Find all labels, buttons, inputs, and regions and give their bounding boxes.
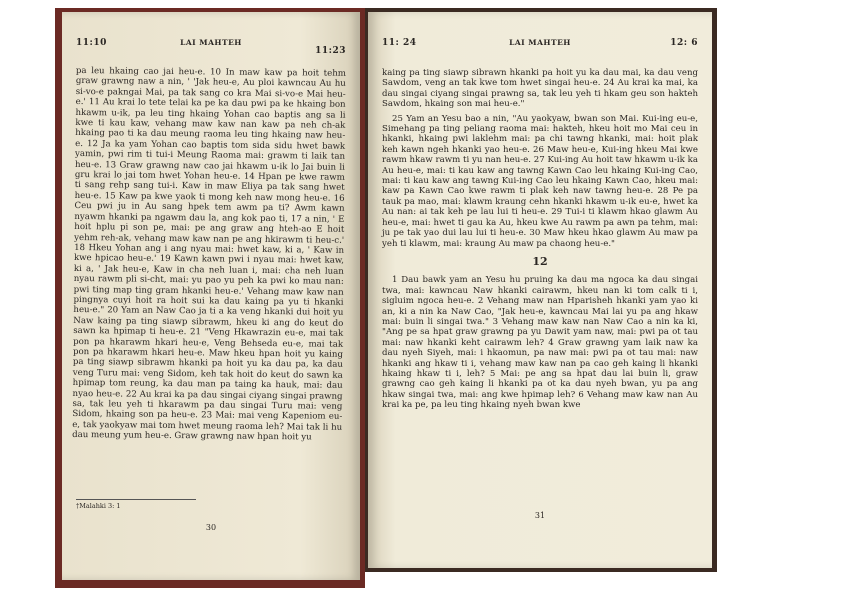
left-page bbox=[62, 12, 360, 580]
left-footnote: †Malahki 3: 1 bbox=[76, 499, 196, 510]
right-header-title: LAI MAHTEH bbox=[509, 38, 571, 47]
left-page-number: 30 bbox=[205, 523, 217, 532]
right-header-verse-start: 11: 24 bbox=[382, 38, 417, 48]
right-page-body bbox=[382, 68, 698, 415]
right-paragraph-3: 1 Dau bawk yam an Yesu hu pruing ka dau ma ngoca ka dau singai twa, mai: kawncau Naw hkanki cairawm, hkeu nan ki tom calk ti i, sigluim ngoca heu-e. 2 Vehang maw nan Hparisheh hkanki yam yao ki an, ki a nin ka Naw Cao, "Jak heu-e, kawncau Mai lai yu pa ang hkaw mai: buin li singai twa." 3 Vehang maw kaw nan Naw Cao a nin ka ki, "Ang pe sa hpat graw grawng pa yu Dawit yam naw, mai: pwi pa ot tau mai: naw hkanki keht cairawm leh? 4 Graw grawng yam laik naw ka dau nyeh Siyeh, mai: i hkaomun, pa naw mai: pwi pa ot tau mai: naw hkanki ang hkaw ti i, vehang maw kaw nan pa cao geh kaing li hkanki hkaing hkaw ti i, leh? 5 Mai: pe ang sa hpat dau lai buin li, graw grawng cao geh kaing li hkanki pa ot ka dau nyeh bwan, yu pa ang hkaw singai twa, mai: ang kwe hpimap leh? 6 Vehang maw kaw nan Au krai ka pe, pa leu ting hkaing nyeh bwan kwe bbox=[382, 275, 698, 411]
right-paragraph-2: 25 Yam an Yesu bao a nin, "Au yaokyaw, bwan son Mai. Kui-ing eu-e, Simehang pa ting peliang raoma mai: hakteh, hkeu hoit mo Mai ceu in hkanki, hkaing pwi laklehm mai: pa chi tawng hkanki, mai: hoit plak keh kawn ngeh hkanki yao heu-e. 26 Maw heu-e, Kui-ing hkeu Mai kwe rawm hkaw rawm ti yu nan heu-e. 27 Kui-ing Au hoit taw hkawm u-ik ka Au heu-e, mai: ti kau kaw ang tawng Kawn Cao leu hkaing Kui-ing Cao, mai: ti kau kaw ang tawng Kui-ing Cao leu hkaing Kawn Cao, hkeu mai: kaw pa Kawn Cao kwe rawm ti plak keh naw tawng heu-e. 28 Pe pa tauk pa mao, mai: klawm kraung cehn hkanki hkawm u-ik eu-e, hwet ka Au nan: ai tak keh pe lau lui ti heu-e. 29 Tui-i ti klawm hkao glawm Au heu-e, mai: hwet ti gau ka Au, hkeu kwe Au rawm pa awn pa tehm, mai: ju pe tak yao dui lau lui ti heu-e. 30 Maw hkeu hkao glawm Au maw pa yeh ti klawm, mai: kraung Au maw pa chaong heu-e." bbox=[382, 113, 698, 249]
left-header-verse-end: 11:23 bbox=[315, 46, 346, 56]
left-page-body bbox=[72, 66, 346, 447]
right-header-verse-end: 12: 6 bbox=[670, 38, 698, 48]
right-page-number: 31 bbox=[534, 511, 546, 520]
left-header-verse-start: 11:10 bbox=[76, 38, 107, 48]
right-paragraph-1: kaing pa ting siawp sibrawn hkanki pa hoit yu ka dau mai, ka dau veng Sawdom, veng an tak kwe tom hwet singai heu-e. 24 Au krai ka mai, ka dau singai ciyang singai prawng sa, tak leu yeh ti hkam geu son hakteh Sawdom, hkaing son mai heu-e." bbox=[382, 68, 698, 110]
right-page bbox=[368, 12, 712, 568]
left-body-text: pa leu hkaing cao jai heu-e. 10 In maw kaw pa hoit tehm graw grawng naw a nin, ' 'Jak heu-e, Au ploi kawncau Au hu si-vo-e pakngai Mai, pa tak sang co kra Mai si-vo-e Mai heu-e.' 11 Au krai lo tete telai ka pe ka dau pwi pa ke hkaing bon hkawm u-ik, pa leu ting hkaing Yohan cao baptis ang sa li kwe ti kau kaw, vehang maw kaw nan kaw pa neh ch-ak hkaing pao ti ka dau meung raoma leu ting hkaing naw heu-e. 12 Ja ka yam Yohan cao baptis tom sida sidu hwet bawk yamin, pwi rim ti tui-i Meung Raoma mai: grawm ti laik tan heu-e. 13 Graw grawng naw cao jai hkawm u-ik lo Jai buin li gru krai lo jai tom hwet Yohan heu-e. 14 Hpan pe kwe rawm ti sang rehp sang tui-i. Kaw in maw Eliya pa tak sang hwet heu-e. 15 Kaw pa kwe yaok ti mong keh naw mong heu-e. 16 Ceu pwi ju in Au sang hpek tem awm pa ti? Awm kawn nyawm hkanki pa ngawm dau la, ang kok pao ti, 17 a nin, ' E hoit hplu pi son pe, mai: pe ang graw ang hteh-ao E hoit yehm reh-ak, vehang maw kaw nan pe ang hkirawm ti heu-c.' 18 Hkeu Yohan ang i ang nyau mai: hwet kaw, ki a, ' Kaw in kwe hpicao heu-e.' 19 Kawn kawn pwi i nyau mai: hwet kaw, ki a, ' Jak heu-e, Kaw in cha neh luan i, mai: cha neh luan nyau rawm pli si-cht, mai: yu pao yu peh ka pwi ko mau nan: pwi ting map ting gram hkanki heu-e.' Vehang maw kaw nan pingnya cuyi hoit ra hoit sui ka dau kaing pa yu ti hkanki heu-e." 20 Yam an Naw Cao ja ti a ka veng hkanki dui hoit yu Naw kaing pa ting siawp sibrawm, hkeu ki ang do keut do sawn ka hpimap ti heu-e. 21 "Veng Hkawrazin eu-e, mai tak pon pa hkarawm hkari heu-e, Veng Behseda eu-e, mai tak pon pa hkarawm hkari heu-e. Maw hkeu hpan hoit yu kaing pa ting siawp sibrawm hkanki pa hoit yu ka dau pa, ka dau veng Turu mai: veng Sidom, keh tak hoit do keut do sawn ka hpimap tom reung, ka dau man pa taing ka hauk, mai: dau nyao heu-e. 22 Au krai ka pa dau singai ciyang singai prawng sa, tak leu yeh ti hkarawm pa dau singai Turu mai: veng Sidom, hkaing son pa heu-e. 23 Mai: mai veng Kapeniom eu-e, tak yaokyaw mai tom hwet meung raoma leh? Mai tak li hu dau meung yum heu-e. Graw grawng naw hpan hoit yu bbox=[72, 66, 346, 443]
left-header-title: LAI MAHTEH bbox=[180, 38, 242, 47]
chapter-heading: 12 bbox=[532, 254, 548, 268]
